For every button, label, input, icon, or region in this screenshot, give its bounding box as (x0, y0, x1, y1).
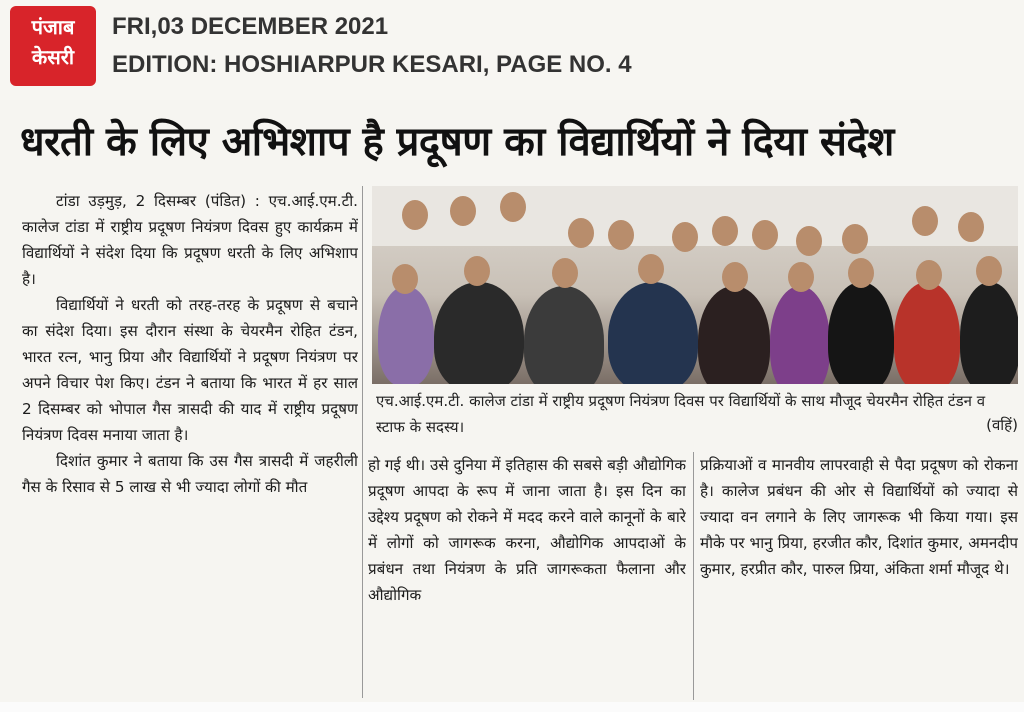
paragraph: प्रक्रियाओं व मानवीय लापरवाही से पैदा प्रदूषण को रोकना है। कालेज प्रबंधन की ओर से विद्यार्थियों को ज्यादा से ज्यादा वन लगाने के लिए जागरूक भी किया गया। इस मौके पर भानु प्रिया, हरजीत कौर, दिशांत कुमार, अमनदीप कुमार, हरप्रीत कौर, पारुल प्रिया, अंकिता शर्मा मौजूद थे। (700, 456, 1018, 578)
group-photo (372, 186, 1018, 384)
article-column-1 (22, 188, 358, 698)
edition-meta (112, 8, 632, 84)
edition-line: EDITION: HOSHIARPUR KESARI, PAGE NO. 4 (112, 51, 632, 78)
column-divider (362, 186, 363, 698)
punjab-kesari-logo (10, 6, 96, 86)
article-column-2 (368, 452, 686, 702)
article-column-3 (700, 452, 1018, 702)
logo-line-2: केसरी (31, 45, 75, 69)
photo-credit: (वहिं) (986, 416, 1018, 434)
column-divider (693, 452, 694, 700)
photo-caption (376, 388, 1018, 440)
caption-text: एच.आई.एम.टी. कालेज टांडा में राष्ट्रीय प्रदूषण नियंत्रण दिवस पर विद्यार्थियों के साथ मौजूद चेयरमैन रोहित टंडन व स्टाफ के सदस्य। (376, 392, 986, 436)
page-bottom-edge (0, 702, 1024, 712)
article-headline: धरती के लिए अभिशाप है प्रदूषण का विद्यार्थियों ने दिया संदेश (20, 119, 894, 165)
paragraph: हो गई थी। उसे दुनिया में इतिहास की सबसे बड़ी औद्योगिक प्रदूषण आपदा के रूप में जाना जाता है। इस दिन का उद्देश्य प्रदूषण को रोकने में मदद करने वाले कानूनों के बारे में लोगों को जागरूक करना, औद्योगिक आपदाओं के प्रबंधन तथा नियंत्रण के प्रति जागरूकता फैलाना और औद्योगिक (368, 456, 686, 604)
paragraph: विद्यार्थियों ने धरती को तरह-तरह के प्रदूषण से बचाने का संदेश दिया। इस दौरान संस्था के चेयरमैन रोहित टंडन, भारत रत्न, भानु प्रिया और विद्यार्थियों ने प्रदूषण नियंत्रण पर अपने विचार पेश किए। टंडन ने बताया कि भारत में हर साल 2 दिसम्बर को भोपाल गैस त्रासदी की याद में राष्ट्रीय प्रदूषण नियंत्रण दिवस मनाया जाता है। (22, 296, 358, 444)
date-line: FRI,03 DECEMBER 2021 (112, 13, 389, 40)
paragraph: दिशांत कुमार ने बताया कि उस गैस त्रासदी में जहरीली गैस के रिसाव से 5 लाख से भी ज्यादा लोगों की मौत (22, 452, 358, 496)
paragraph: टांडा उड़मुड़, 2 दिसम्बर (पंडित) : एच.आई.एम.टी. कालेज टांडा में राष्ट्रीय प्रदूषण नियंत्रण दिवस हुए कार्यक्रम में विद्यार्थियों ने संदेश दिया कि प्रदूषण धरती के लिए अभिशाप है। (22, 192, 358, 288)
masthead (0, 0, 1024, 100)
logo-line-1: पंजाब (31, 15, 75, 39)
